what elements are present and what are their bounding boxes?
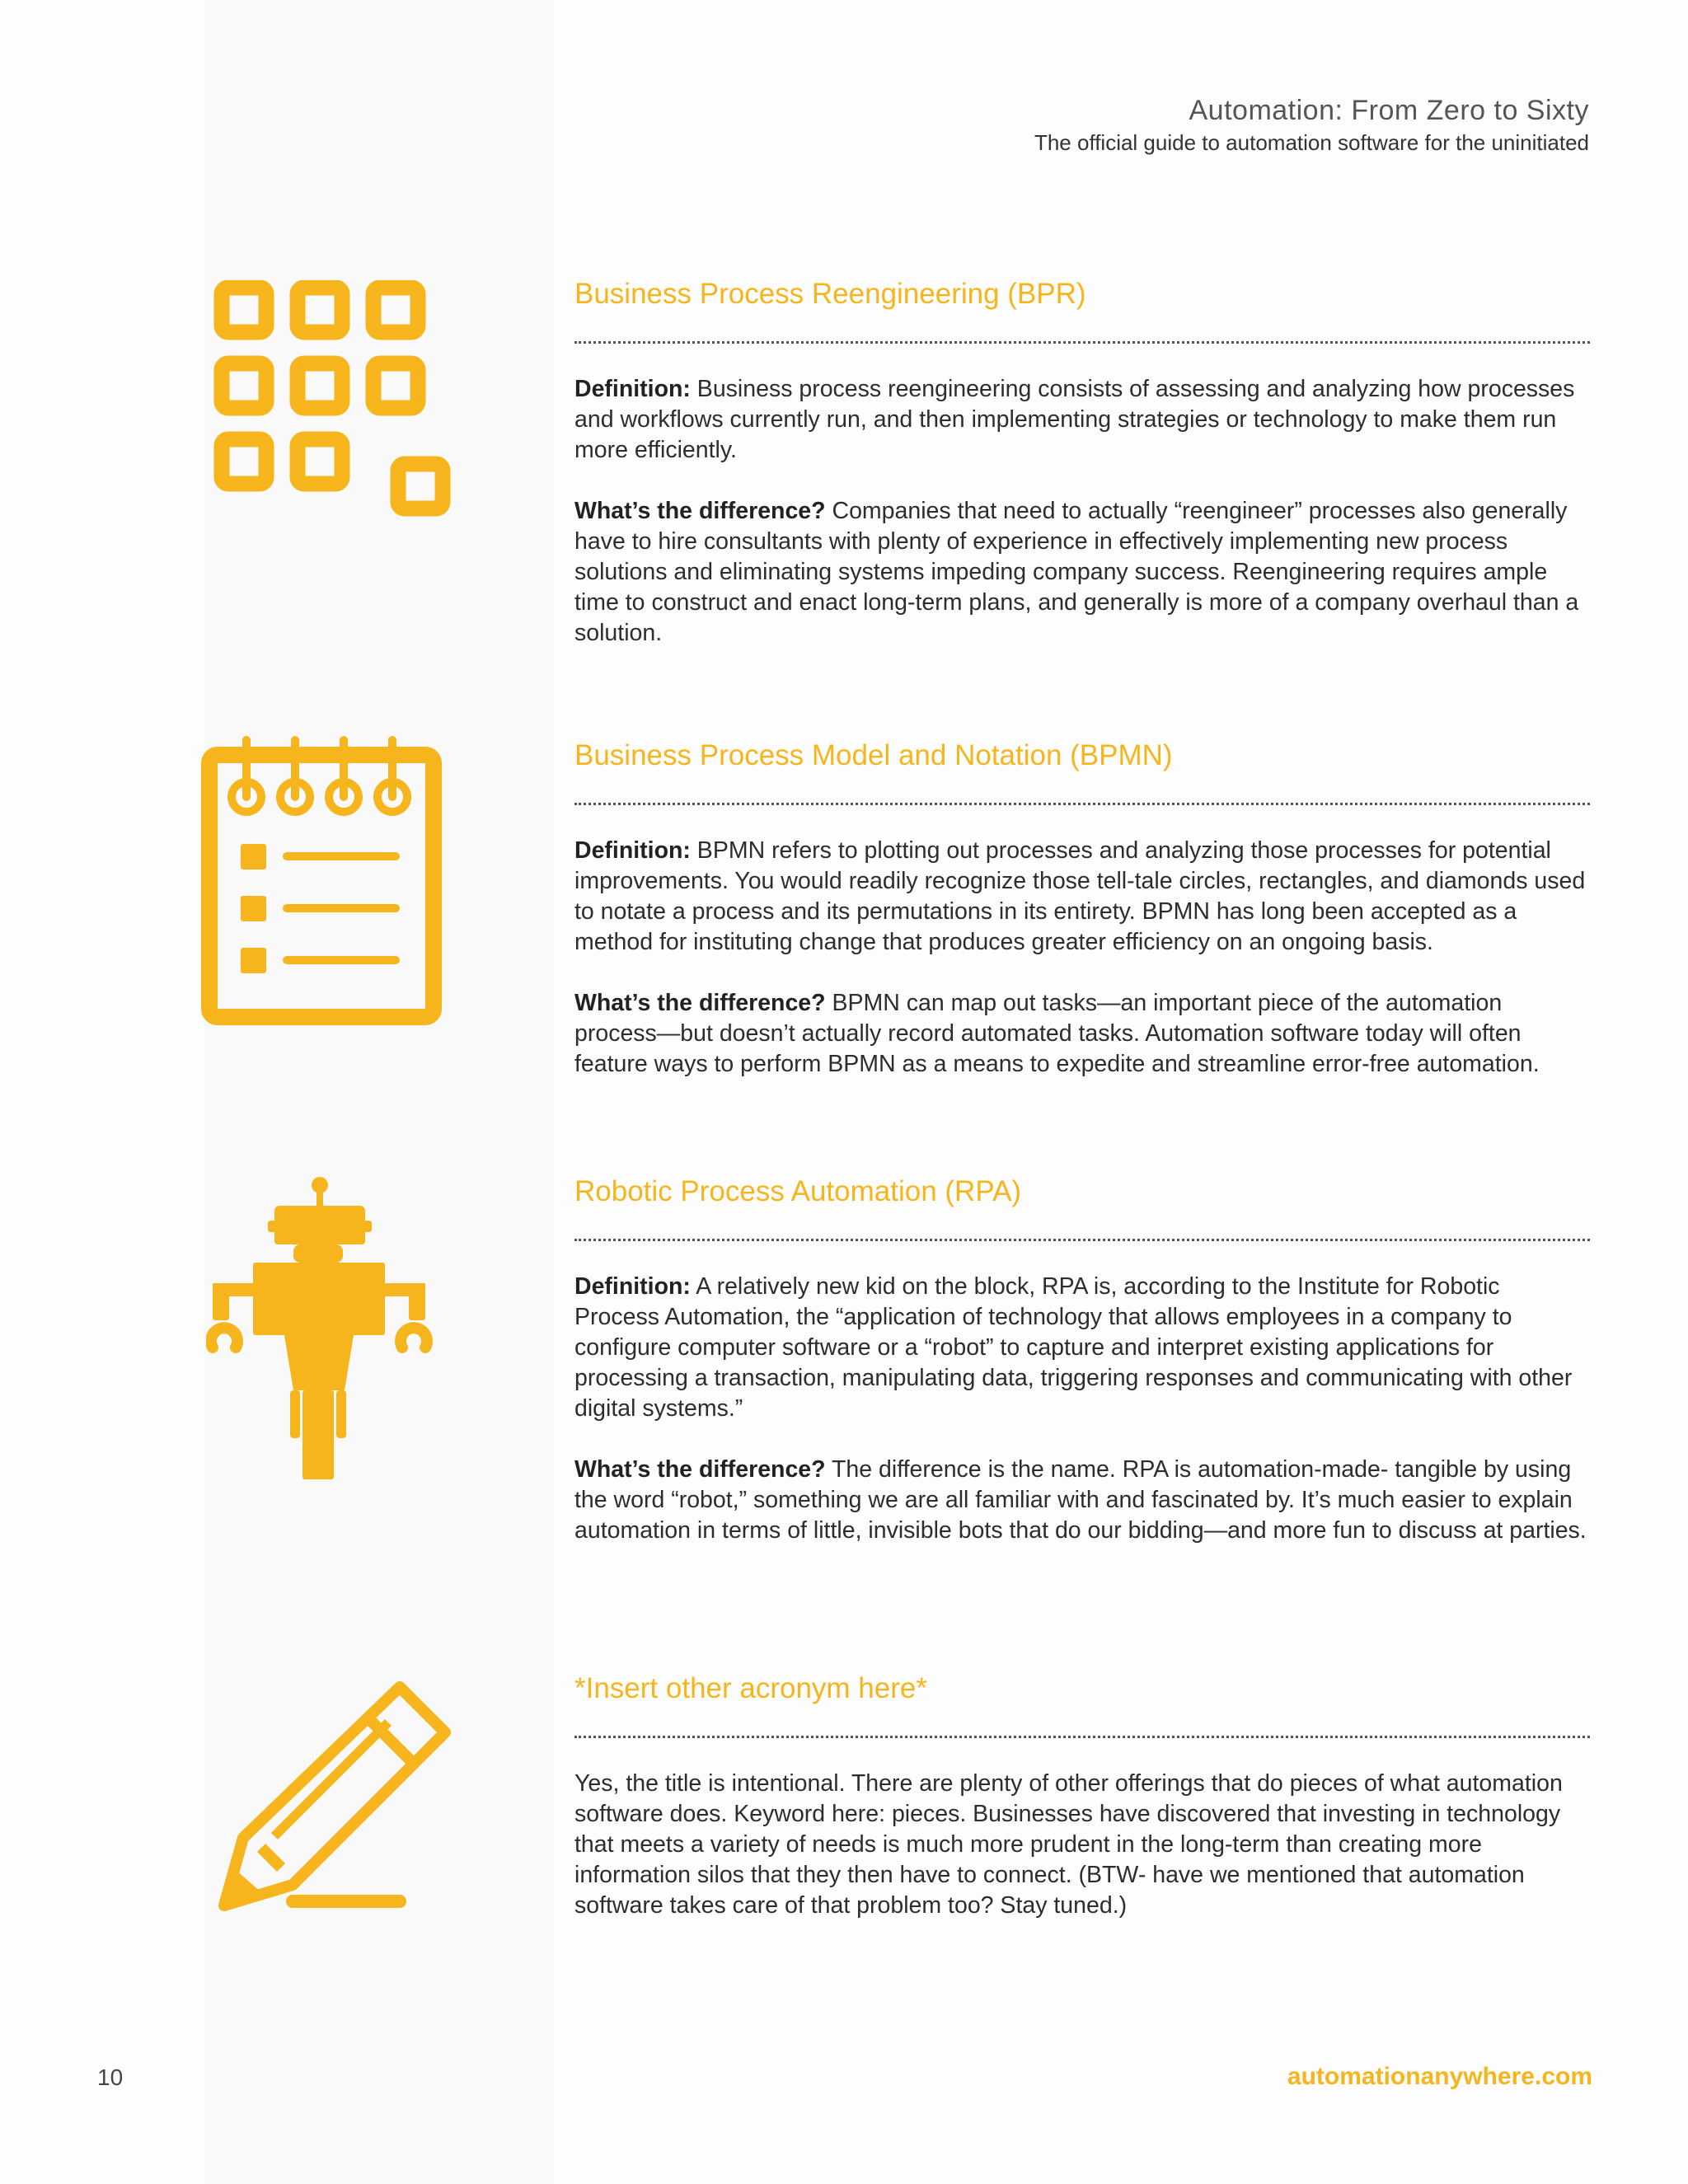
difference-text: BPMN can map out tasks—an important piece of the automation process—but doesn’t actually record automated tasks. Automation software today will often feature ways to perform BPMN as a means to expedite and streamline error-free automation. — [574, 990, 1540, 1077]
section-title: Business Process Model and Notation (BPMN) — [574, 739, 1173, 771]
difference-paragraph — [574, 1455, 1590, 1546]
difference-paragraph — [574, 988, 1590, 1080]
guide-title: Automation: From Zero to Sixty — [1189, 95, 1589, 126]
robot-icon — [206, 1174, 437, 1504]
dotted-divider — [574, 803, 1590, 805]
grid-icon — [210, 280, 457, 527]
section-title: Business Process Reengineering (BPR) — [574, 278, 1086, 310]
page-header — [1034, 92, 1589, 157]
definition-paragraph — [574, 374, 1590, 466]
guide-subtitle: The official guide to automation software for the uninitiated — [1034, 130, 1589, 155]
dotted-divider — [574, 1736, 1590, 1738]
definition-label: Definition: — [574, 376, 691, 402]
difference-text: Companies that need to actually “reengineer” processes also generally have to hire consultants with plenty of experience in effectively implementing new process solutions and eliminating systems impeding company success. Reengineering requires ample time to construct and enact long-term plans, and generally is more of a company overhaul than a solution. — [574, 498, 1579, 646]
definition-paragraph — [574, 1272, 1590, 1424]
section-bpr — [574, 274, 1590, 649]
pencil-icon — [210, 1673, 457, 1920]
section-rpa — [574, 1171, 1590, 1546]
section-other-acronym — [574, 1668, 1590, 1921]
definition-paragraph — [574, 836, 1590, 958]
body-paragraph: Yes, the title is intentional. There are plenty of other offerings that do pieces of what automation software does. Keyword here: pieces. Businesses have discovered that investing in technology that meets a variety of needs is much more prudent in the long-term than creating more information silos that they then have to connect. (BTW- have we mentioned that automation software takes care of that problem too? Stay tuned.) — [574, 1770, 1563, 1919]
definition-label: Definition: — [574, 1273, 691, 1300]
definition-label: Definition: — [574, 837, 691, 864]
page-number: 10 — [97, 2064, 124, 2090]
section-title: Robotic Process Automation (RPA) — [574, 1175, 1022, 1207]
dotted-divider — [574, 1239, 1590, 1241]
definition-text: BPMN refers to plotting out processes and analyzing those processes for potential improvements. You would readily recognize those tell-tale circles, rectangles, and diamonds used to notate a process and its permutations in its entirety. BPMN has long been accepted as a method for instituting change that produces greater efficiency on an ongoing basis. — [574, 837, 1586, 955]
difference-text: The difference is the name. RPA is automation-made- tangible by using the word “robot,” something we are all familiar with and fascinated by. It’s much easier to explain automation in terms of little, invisible bots that do our bidding—and more fun to discuss at parties. — [574, 1456, 1587, 1544]
notepad-icon — [200, 733, 448, 1034]
difference-label: What’s the difference? — [574, 990, 826, 1016]
difference-label: What’s the difference? — [574, 498, 826, 524]
difference-paragraph — [574, 496, 1590, 649]
website-link[interactable]: automationanywhere.com — [1287, 2063, 1592, 2090]
section-title: *Insert other acronym here* — [574, 1672, 927, 1704]
definition-text: Business process reengineering consists of assessing and analyzing how processes and workflows currently run, and then implementing strategies or technology to make them run more efficiently. — [574, 376, 1575, 463]
section-bpmn — [574, 735, 1590, 1080]
dotted-divider — [574, 341, 1590, 344]
difference-label: What’s the difference? — [574, 1456, 826, 1483]
definition-text: A relatively new kid on the block, RPA is, according to the Institute for Robotic Process Automation, the “application of technology that allows employees in a company to configure computer software or a “robot” to capture and interpret existing applications for processing a transaction, manipulating data, triggering responses and communicating with other digital systems.” — [574, 1273, 1573, 1422]
